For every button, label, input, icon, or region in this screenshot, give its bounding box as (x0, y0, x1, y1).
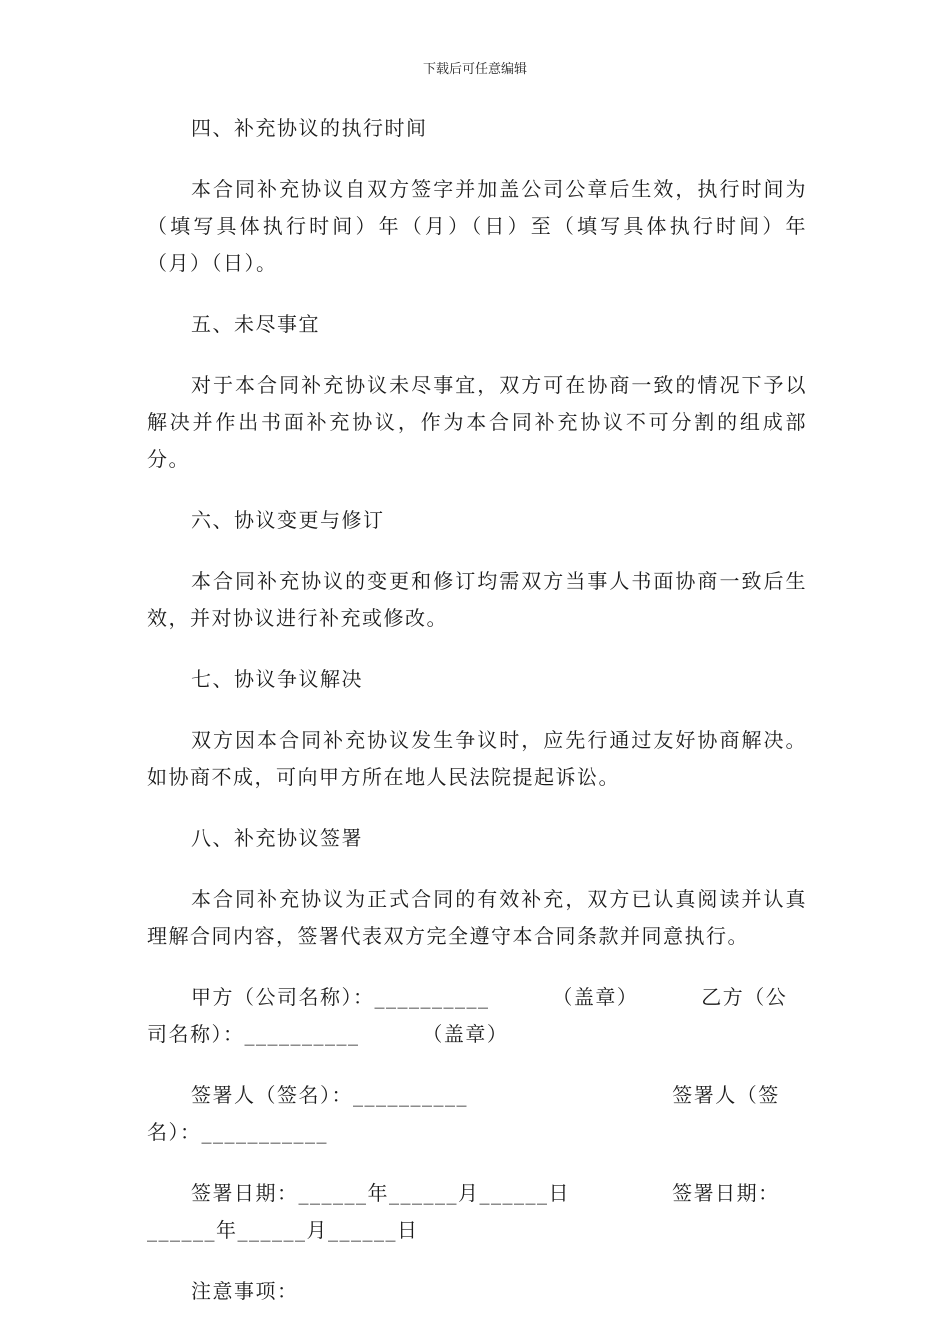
section-body-4: 本合同补充协议自双方签字并加盖公司公章后生效，执行时间为（填写具体执行时间）年（月）（日）至（填写具体执行时间）年（月）（日）。 (147, 177, 807, 275)
section-heading-6: 六、协议变更与修订 (191, 508, 385, 532)
signing-date-line: 签署日期：______年______月______日 签署日期：______年______月______日 (147, 1181, 780, 1242)
section-body-6: 本合同补充协议的变更和修订均需双方当事人书面协商一致后生效，并对协议进行补充或修改。 (147, 569, 807, 630)
section-body-5: 对于本合同补充协议未尽事宜，双方可在协商一致的情况下予以解决并作出书面补充协议，作为本合同补充协议不可分割的组成部分。 (147, 373, 807, 471)
party-names-line: 甲方（公司名称）：__________ （盖章） 乙方（公司名称）：__________ （盖章） (147, 985, 788, 1046)
section-heading-5: 五、未尽事宜 (191, 312, 320, 336)
section-heading-7: 七、协议争议解决 (191, 667, 363, 691)
document-body (147, 110, 807, 1334)
section-heading-4: 四、补充协议的执行时间 (191, 116, 428, 140)
signer-line: 签署人（签名）：__________ 签署人（签名）：___________ (147, 1083, 780, 1144)
section-body-8: 本合同补充协议为正式合同的有效补充，双方已认真阅读并认真理解合同内容，签署代表双方完全遵守本合同条款并同意执行。 (147, 887, 807, 948)
section-heading-8: 八、补充协议签署 (191, 826, 363, 850)
section-body-7: 双方因本合同补充协议发生争议时，应先行通过友好协商解决。如协商不成，可向甲方所在地人民法院提起诉讼。 (147, 728, 807, 789)
header-note: 下载后可任意编辑 (422, 62, 527, 77)
notes-label: 注意事项： (191, 1279, 299, 1303)
